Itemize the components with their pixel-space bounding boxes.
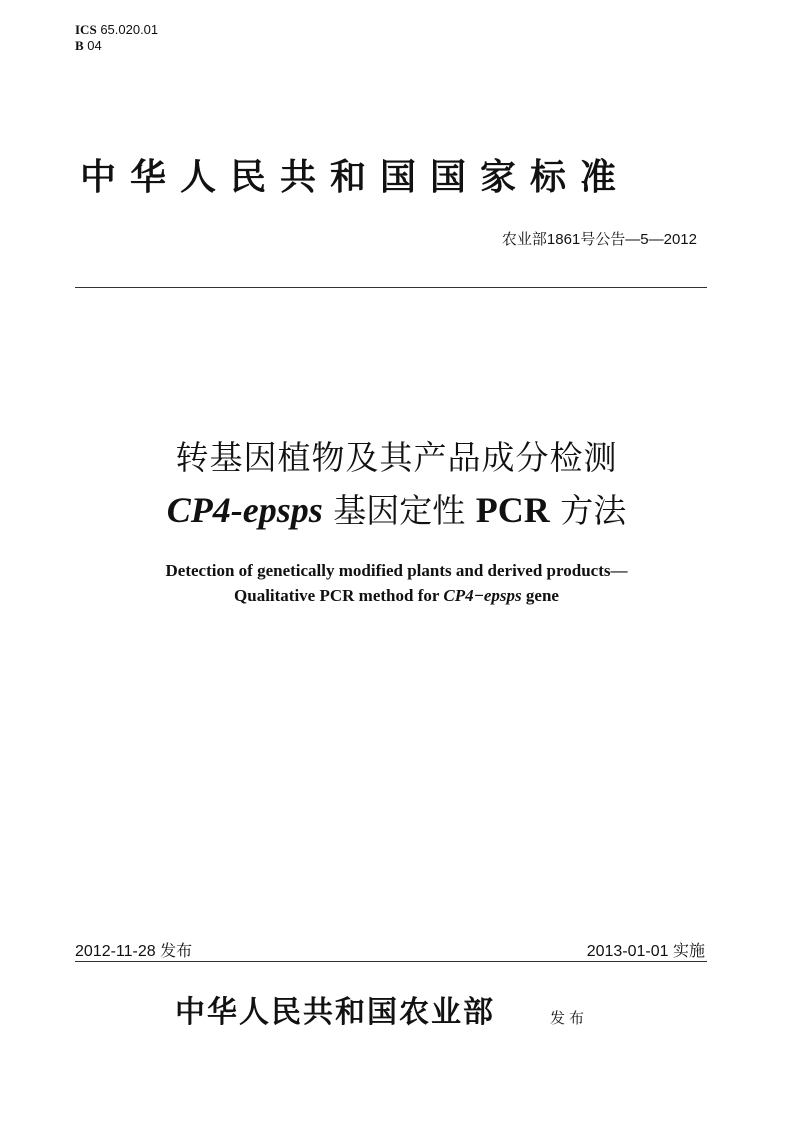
title-en-pre: Qualitative PCR method for [234, 586, 444, 605]
issue-date: 2012-11-28 发布 [75, 943, 193, 960]
title-cn-line2 [0, 488, 793, 533]
ics-value: 65.020.01 [100, 22, 159, 37]
title-cn-pcr: PCR [475, 490, 550, 530]
title-en-line2 [0, 585, 793, 607]
top-divider [75, 287, 707, 288]
title-cn-mid: 基因定性 [322, 491, 476, 530]
title-en-post: gene [521, 586, 559, 605]
ics-label: ICS [75, 22, 97, 37]
issuer-suffix: 发布 [550, 1009, 589, 1027]
ccs-code [75, 38, 102, 54]
ccs-value: 04 [87, 38, 102, 53]
issuer-name: 中华人民共和国农业部 [175, 995, 495, 1030]
title-cn-gene: CP4-epsps [166, 490, 323, 530]
title-cn-end: 方法 [549, 491, 627, 530]
bottom-divider [75, 961, 707, 962]
implementation-date: 2013-01-01 实施 [586, 943, 705, 960]
title-en-line1: Detection of genetically modified plants and derived products— [165, 561, 628, 580]
ics-code [75, 22, 158, 38]
ccs-label: B [75, 38, 84, 53]
title-en-gene: CP4−epsps [443, 586, 522, 605]
title-cn-line1: 转基因植物及其产品成分检测 [175, 438, 618, 477]
standard-name: 中华人民共和国国家标准 [80, 156, 631, 198]
standard-code: 农业部1861号公告—5—2012 [501, 231, 697, 248]
